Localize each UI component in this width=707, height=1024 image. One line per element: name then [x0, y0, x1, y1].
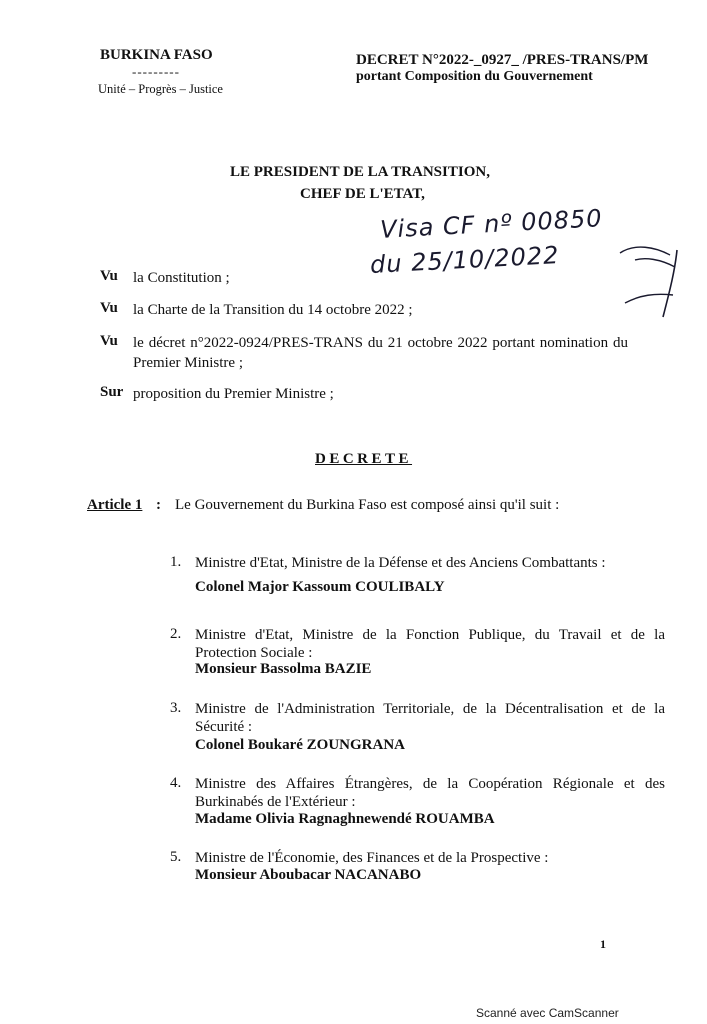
consideration-text: la Constitution ;	[133, 270, 230, 286]
consideration-text: la Charte de la Transition du 14 octobre 2022 ;	[133, 302, 413, 318]
minister-name: Madame Olivia Ragnaghnewendé ROUAMBA	[195, 811, 495, 827]
header-separator: ---------	[132, 64, 180, 79]
article-text: Le Gouvernement du Burkina Faso est composé ainsi qu'il suit :	[175, 497, 560, 513]
minister-name: Monsieur Aboubacar NACANABO	[195, 867, 422, 883]
consideration-label: Vu	[100, 333, 118, 349]
president-title-line2: CHEF DE L'ETAT,	[300, 186, 425, 202]
consideration-text: le décret n°2022-0924/PRES-TRANS du 21 octobre 2022 portant nomination du Premier Ministre ;	[133, 335, 628, 371]
minister-number: 5.	[170, 849, 182, 865]
decrete-heading: DECRETE	[315, 451, 413, 467]
national-motto: Unité – Progrès – Justice	[98, 82, 223, 96]
page-number: 1	[600, 937, 606, 951]
article-label: Article 1	[87, 497, 143, 513]
minister-number: 3.	[170, 700, 182, 716]
country-name: BURKINA FASO	[100, 47, 213, 63]
minister-number: 2.	[170, 626, 182, 642]
article-colon: :	[156, 497, 161, 513]
minister-name: Colonel Boukaré ZOUNGRANA	[195, 737, 406, 753]
minister-title: Ministre des Affaires Étrangères, de la Coopération Régionale et des Burkinabés de l'Extérieur :	[195, 776, 665, 810]
consideration-label: Sur	[100, 384, 124, 400]
minister-title: Ministre de l'Administration Territoriale, de la Décentralisation et de la Sécurité :	[195, 701, 665, 735]
consideration-label: Vu	[100, 268, 118, 284]
minister-title: Ministre de l'Économie, des Finances et de la Prospective :	[195, 850, 549, 866]
minister-title: Ministre d'Etat, Ministre de la Fonction Publique, du Travail et de la Protection Sociale :	[195, 627, 665, 661]
decree-subject: portant Composition du Gouvernement	[356, 69, 593, 84]
minister-title: Ministre d'Etat, Ministre de la Défense et des Anciens Combattants :	[195, 555, 606, 571]
consideration-text: proposition du Premier Ministre ;	[133, 386, 334, 402]
handwritten-visa-line1: Visa CF nº 00850	[379, 204, 604, 244]
handwritten-visa-line2: du 25/10/2022	[369, 241, 561, 279]
minister-number: 4.	[170, 775, 182, 791]
minister-name: Monsieur Bassolma BAZIE	[195, 661, 372, 677]
president-title-line1: LE PRESIDENT DE LA TRANSITION,	[230, 164, 490, 180]
consideration-label: Vu	[100, 300, 118, 316]
scanner-watermark: Scanné avec CamScanner	[476, 1006, 619, 1020]
decree-number: DECRET N°2022-_0927_ /PRES-TRANS/PM	[356, 52, 649, 68]
minister-name: Colonel Major Kassoum COULIBALY	[195, 579, 445, 595]
minister-number: 1.	[170, 554, 182, 570]
